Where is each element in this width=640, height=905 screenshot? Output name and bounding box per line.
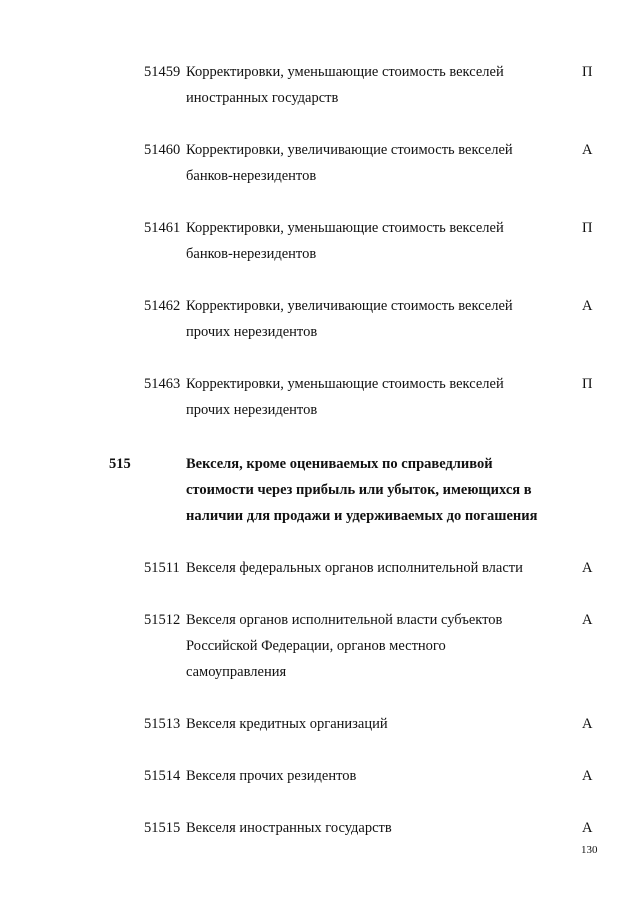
- group-title: [186, 451, 586, 529]
- account-description: [186, 607, 566, 685]
- account-type: А: [582, 298, 593, 314]
- account-code: 51461: [144, 220, 181, 236]
- description-line: Векселя прочих резидентов: [186, 768, 357, 784]
- description-line: банков-нерезидентов: [186, 168, 317, 184]
- account-type: А: [582, 820, 593, 836]
- account-code: 51512: [144, 612, 181, 628]
- page-number: 130: [581, 844, 598, 856]
- description-line: Корректировки, увеличивающие стоимость векселей: [186, 298, 513, 314]
- account-type: А: [582, 716, 593, 732]
- account-code: 51515: [144, 820, 181, 836]
- account-type: А: [582, 612, 593, 628]
- description-line: Российской Федерации, органов местного: [186, 638, 446, 654]
- account-description: [186, 815, 566, 841]
- description-line: Корректировки, уменьшающие стоимость векселей: [186, 64, 504, 80]
- account-code: 51511: [144, 560, 180, 576]
- account-description: [186, 371, 566, 423]
- description-line: Векселя федеральных органов исполнительной власти: [186, 560, 523, 576]
- account-description: [186, 763, 566, 789]
- account-type: П: [582, 376, 593, 392]
- account-description: [186, 137, 566, 189]
- account-type: А: [582, 560, 593, 576]
- account-code: 51462: [144, 298, 181, 314]
- account-description: [186, 293, 566, 345]
- group-title-line: наличии для продажи и удерживаемых до погашения: [186, 508, 538, 524]
- group-title-line: Векселя, кроме оцениваемых по справедливой: [186, 456, 493, 472]
- account-type: А: [582, 768, 593, 784]
- description-line: Векселя органов исполнительной власти субъектов: [186, 612, 503, 628]
- description-line: Корректировки, уменьшающие стоимость векселей: [186, 376, 504, 392]
- account-code: 51514: [144, 768, 181, 784]
- description-line: Векселя иностранных государств: [186, 820, 392, 836]
- description-line: самоуправления: [186, 664, 287, 680]
- description-line: банков-нерезидентов: [186, 246, 317, 262]
- account-code: 51460: [144, 142, 181, 158]
- account-type: П: [582, 64, 593, 80]
- description-line: иностранных государств: [186, 90, 339, 106]
- group-code: 515: [109, 456, 131, 472]
- group-title-line: стоимости через прибыль или убыток, имеющихся в: [186, 482, 532, 498]
- description-line: Векселя кредитных организаций: [186, 716, 388, 732]
- account-code: 51463: [144, 376, 181, 392]
- account-type: А: [582, 142, 593, 158]
- account-code: 51513: [144, 716, 181, 732]
- account-description: [186, 555, 566, 581]
- description-line: прочих нерезидентов: [186, 324, 318, 340]
- account-description: [186, 215, 566, 267]
- description-line: прочих нерезидентов: [186, 402, 318, 418]
- description-line: Корректировки, уменьшающие стоимость векселей: [186, 220, 504, 236]
- account-description: [186, 59, 566, 111]
- account-code: 51459: [144, 64, 181, 80]
- description-line: Корректировки, увеличивающие стоимость векселей: [186, 142, 513, 158]
- account-description: [186, 711, 566, 737]
- account-type: П: [582, 220, 593, 236]
